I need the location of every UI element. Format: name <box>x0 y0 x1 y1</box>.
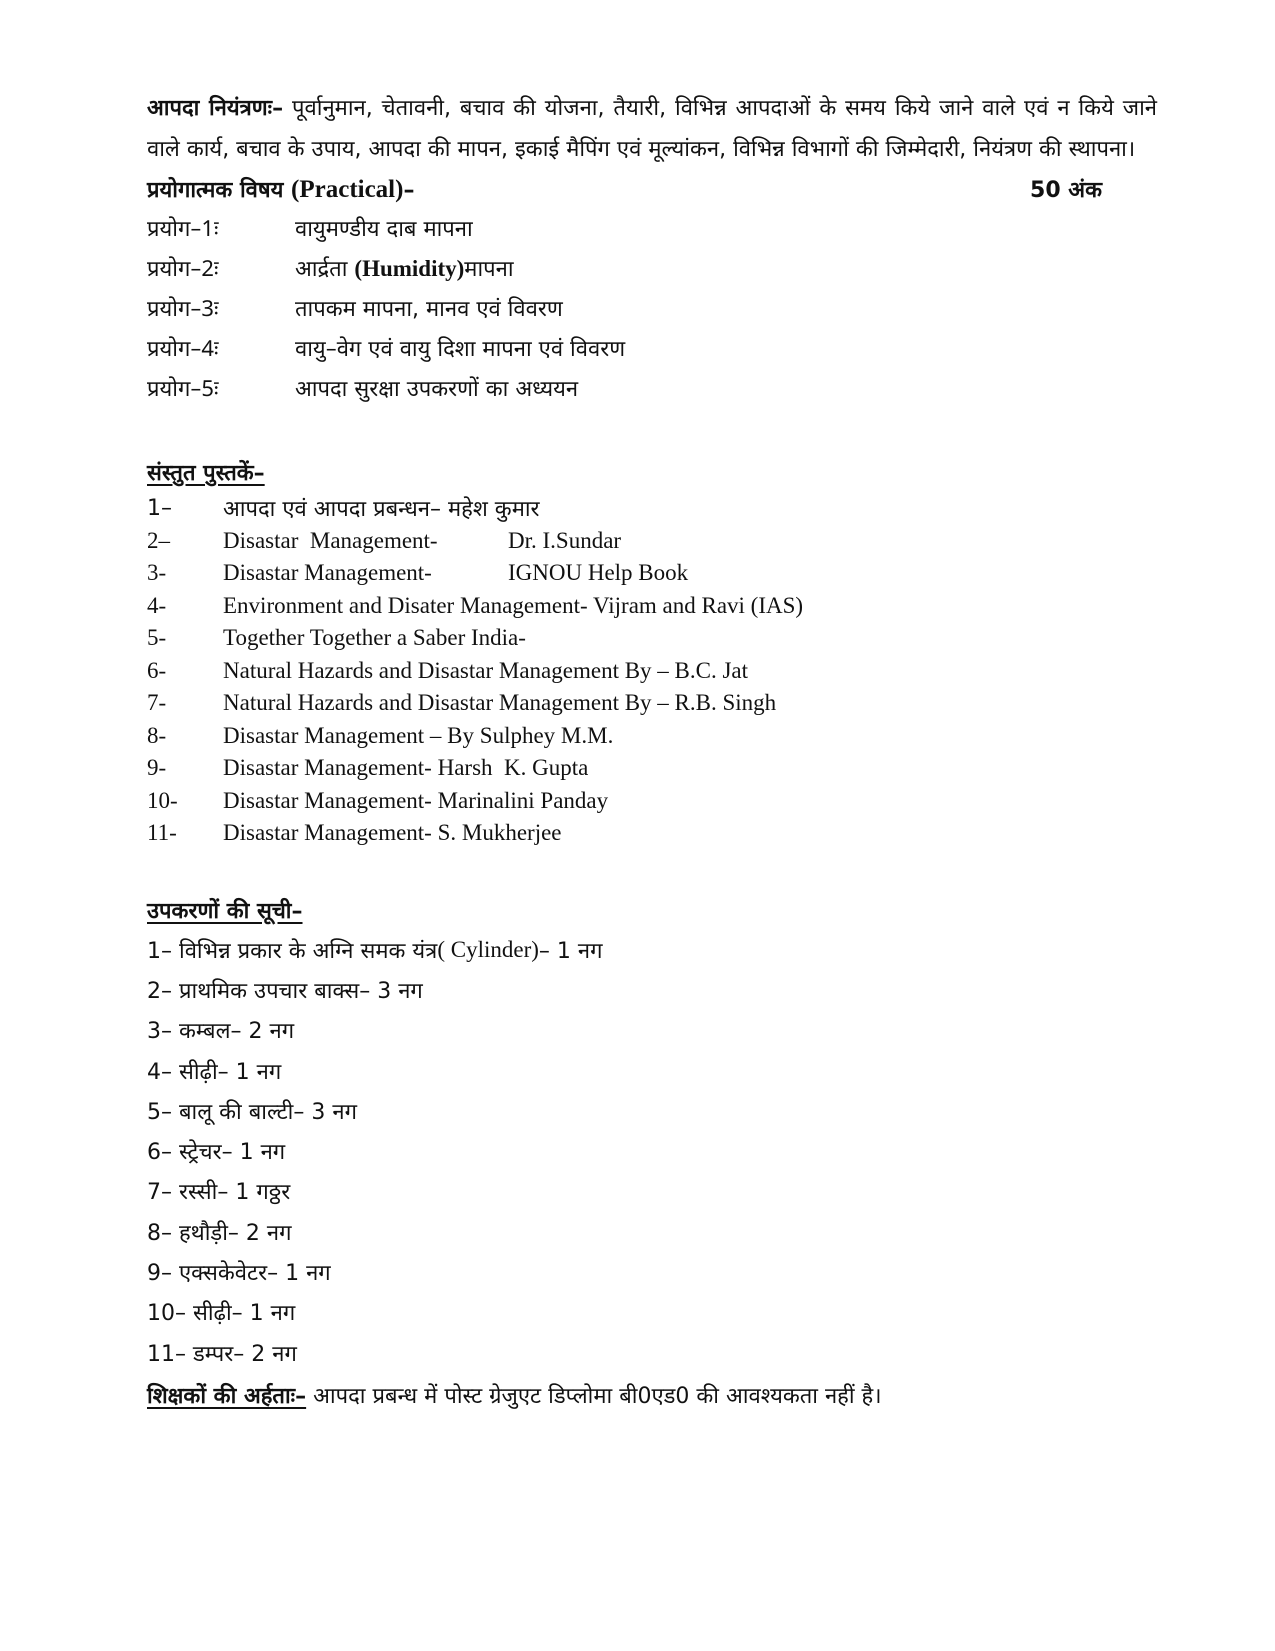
book-number: 4- <box>147 592 167 618</box>
book-item <box>147 817 1157 850</box>
experiment-label: प्रयोग–3ः <box>147 297 219 322</box>
book-number: 2– <box>147 527 170 553</box>
book-title: Disastar Management- <box>223 560 432 586</box>
equipment-item: 7– रस्सी– 1 गठ्ठर <box>147 1180 291 1206</box>
book-author: IGNOU Help Book <box>508 560 689 586</box>
practical-marks: 50 अंक <box>1030 178 1102 203</box>
book-title: आपदा एवं आपदा प्रबन्धन– महेश कुमार <box>223 497 540 523</box>
book-number: 6- <box>147 657 167 683</box>
experiment-text-post: मापना <box>464 257 514 282</box>
book-item <box>147 622 1157 655</box>
book-number: 5- <box>147 625 167 651</box>
practical-heading-dash: – <box>403 178 415 203</box>
book-number: 10- <box>147 787 178 813</box>
practical-heading-row <box>147 170 1157 208</box>
equipment-heading: उपकरणों की सूची– <box>147 898 303 924</box>
book-title: Environment and Disater Management- Vijram and Ravi (IAS) <box>223 592 804 618</box>
experiment-text: वायु–वेग एवं वायु दिशा मापना एवं विवरण <box>295 337 626 362</box>
book-number: 9- <box>147 755 167 781</box>
experiment-text <box>295 253 514 283</box>
book-title: Together Together a Saber India- <box>223 625 526 651</box>
book-item <box>147 590 1157 623</box>
practical-heading-hindi: प्रयोगात्मक विषय <box>147 178 292 203</box>
equipment-list <box>147 930 1157 1373</box>
book-item <box>147 687 1157 720</box>
equipment-item: 11– डम्पर– 2 नग <box>147 1341 297 1367</box>
equipment-text-pre: 1– विभिन्न प्रकार के अग्नि समक यंत्र <box>147 938 438 964</box>
control-heading: आपदा नियंत्रणः– <box>147 96 284 121</box>
equipment-item: 10– सीढ़ी– 1 नग <box>147 1301 296 1327</box>
book-number: 7- <box>147 690 167 716</box>
book-item <box>147 557 1157 590</box>
book-number: 8- <box>147 722 167 748</box>
equipment-item: 2– प्राथमिक उपचार बाक्स– 3 नग <box>147 978 423 1004</box>
equipment-item: 4– सीढ़ी– 1 नग <box>147 1059 282 1085</box>
equipment-item: 8– हथौड़ी– 2 नग <box>147 1220 292 1246</box>
book-title: Disastar Management- <box>223 527 438 553</box>
book-item <box>147 720 1157 753</box>
equipment-item: 9– एक्सकेवेटर– 1 नग <box>147 1261 331 1287</box>
book-title: Disastar Management – By Sulphey M.M. <box>223 722 614 748</box>
equipment-item: 3– कम्बल– 2 नग <box>147 1019 295 1045</box>
book-number: 11- <box>147 820 177 846</box>
book-number: 3- <box>147 560 167 586</box>
book-item <box>147 785 1157 818</box>
experiment-item <box>147 208 1157 248</box>
experiment-text-pre: आर्द्रता <box>295 257 355 282</box>
book-item <box>147 655 1157 688</box>
books-heading: संस्तुत पुस्तकें– <box>147 461 265 486</box>
book-title: Disastar Management- S. Mukherjee <box>223 820 562 846</box>
book-item <box>147 525 1157 558</box>
teacher-qualification <box>147 1375 1157 1415</box>
control-text: पूर्वानुमान, चेतावनी, बचाव की योजना, तैयारी, विभिन्न आपदाओं के समय किये जाने वाले एवं न किये जाने वाले कार्य, बचाव के उपाय, आपदा की मापन, इकाई मैपिंग एवं मूल्यांकन, विभिन्न विभागों की जिम्मेदारी, नियंत्रण की स्थापना। <box>147 96 1157 162</box>
experiment-text-english: (Humidity) <box>354 256 465 281</box>
experiment-label: प्रयोग–4ः <box>147 337 219 362</box>
experiment-label: प्रयोग–1ः <box>147 217 219 242</box>
practical-heading-english: (Practical) <box>291 176 404 203</box>
experiment-list <box>147 208 1157 408</box>
equipment-item: 5– बालू की बाल्टी– 3 नग <box>147 1099 357 1125</box>
teacher-text: आपदा प्रबन्ध में पोस्ट ग्रेजुएट डिप्लोमा बी0एड0 की आवश्यकता नहीं है। <box>306 1383 882 1409</box>
book-title: Disastar Management- Harsh K. Gupta <box>223 755 589 781</box>
experiment-text: वायुमण्डीय दाब मापना <box>295 217 473 242</box>
equipment-text-english: ( Cylinder) <box>437 936 539 962</box>
experiment-text: आपदा सुरक्षा उपकरणों का अध्ययन <box>295 377 579 402</box>
experiment-item <box>147 288 1157 328</box>
control-paragraph <box>147 88 1157 170</box>
experiment-label: प्रयोग–5ः <box>147 377 219 402</box>
experiment-item <box>147 328 1157 368</box>
experiment-text: तापकम मापना, मानव एवं विवरण <box>295 297 563 322</box>
practical-heading <box>147 174 414 204</box>
book-item <box>147 492 1157 525</box>
equipment-item: 6– स्ट्रेचर– 1 नग <box>147 1140 286 1166</box>
book-item <box>147 752 1157 785</box>
experiment-label: प्रयोग–2ः <box>147 257 219 282</box>
document-page <box>147 88 1157 1415</box>
teacher-heading: शिक्षकों की अर्हताः– <box>147 1383 307 1409</box>
experiment-item <box>147 248 1157 288</box>
experiment-item <box>147 368 1157 408</box>
book-number: 1– <box>147 495 172 521</box>
equipment-item <box>147 930 1157 970</box>
book-title: Natural Hazards and Disastar Management By – R.B. Singh <box>223 690 777 716</box>
equipment-text-post: – 1 नग <box>538 938 603 964</box>
book-title: Disastar Management- Marinalini Panday <box>223 787 609 813</box>
book-title: Natural Hazards and Disastar Management By – B.C. Jat <box>223 657 749 683</box>
book-author: Dr. I.Sundar <box>508 527 622 553</box>
book-list <box>147 492 1157 850</box>
